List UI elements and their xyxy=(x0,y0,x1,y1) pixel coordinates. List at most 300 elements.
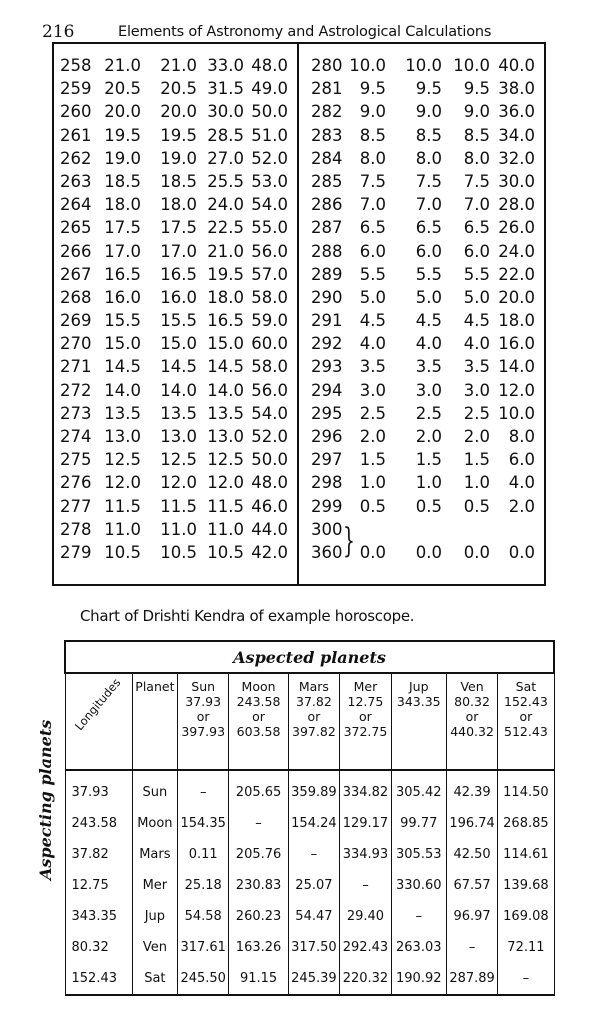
value-cell: 1.0 xyxy=(415,473,442,493)
value-cell: 10.0 xyxy=(498,403,535,423)
aspect-value-cell: – xyxy=(340,870,392,901)
header-name: Sat xyxy=(515,679,537,694)
value-cell: 16.5 xyxy=(104,264,141,284)
value-cell: 60.0 xyxy=(251,334,288,354)
degree-cell: 291 xyxy=(311,311,343,331)
aspect-value-cell: 205.65 xyxy=(229,770,288,808)
aspect-value-cell: 263.03 xyxy=(391,932,446,963)
planet-cell: Jup xyxy=(132,901,177,932)
value-cell: 10.0 xyxy=(453,56,490,75)
value-cell: 38.0 xyxy=(498,79,535,99)
aspect-value-cell: 268.85 xyxy=(498,808,554,839)
value-cell: 13.0 xyxy=(207,427,244,446)
aspect-value-cell: 129.17 xyxy=(340,808,392,839)
value-cell: 32.0 xyxy=(498,148,535,168)
degree-cell: 299 xyxy=(311,496,343,516)
degree-cell: 276 xyxy=(60,473,92,493)
value-cell: 0.0 xyxy=(415,542,442,562)
value-cell: 8.5 xyxy=(415,125,442,145)
aspect-value-cell: 99.77 xyxy=(391,808,446,839)
value-cell: 5.0 xyxy=(359,287,386,307)
value-cell: 2.5 xyxy=(463,403,490,423)
table-row xyxy=(299,425,546,448)
value-cell: 11.5 xyxy=(207,496,244,516)
value-cell: 50.0 xyxy=(251,102,288,122)
table-row xyxy=(299,193,546,216)
value-cell: 12.0 xyxy=(104,473,141,493)
aspect-value-cell: 54.47 xyxy=(288,901,340,932)
table-row xyxy=(54,448,297,471)
value-cell: 53.0 xyxy=(251,171,288,191)
column-header-moon xyxy=(229,673,288,770)
aspect-value-cell: 317.61 xyxy=(177,932,229,963)
brace-icon: } xyxy=(343,521,355,561)
aspect-value-cell: 25.18 xyxy=(177,870,229,901)
value-cell: 10.0 xyxy=(349,56,386,75)
value-cell: 42.0 xyxy=(251,542,288,562)
value-cell: 15.0 xyxy=(160,334,197,354)
table-row xyxy=(65,901,554,932)
column-header-sat xyxy=(498,673,554,770)
value-cell: 50.0 xyxy=(251,450,288,470)
table-row xyxy=(299,240,546,263)
value-cell: 34.0 xyxy=(498,125,535,145)
value-cell: 9.0 xyxy=(415,102,442,122)
value-cell: 5.5 xyxy=(463,264,490,284)
degree-cell: 289 xyxy=(311,264,343,284)
degree-cell: 274 xyxy=(60,427,92,446)
degree-cell: 287 xyxy=(311,218,343,238)
aspect-value-cell: 42.39 xyxy=(446,770,498,808)
aspect-value-cell: 305.53 xyxy=(391,839,446,870)
degree-cell: 284 xyxy=(311,148,343,168)
header-name: Ven xyxy=(460,679,484,694)
value-cell: 24.0 xyxy=(498,241,535,261)
value-cell: 19.0 xyxy=(104,148,141,168)
value-cell: 22.0 xyxy=(498,264,535,284)
value-cell: 16.0 xyxy=(160,287,197,307)
value-cell: 56.0 xyxy=(251,380,288,400)
value-cell: 11.5 xyxy=(104,496,141,516)
value-cell: 17.5 xyxy=(104,218,141,238)
value-cell: 5.0 xyxy=(463,287,490,307)
table-row xyxy=(54,379,297,402)
value-cell: 6.0 xyxy=(463,241,490,261)
planet-cell: Mars xyxy=(132,839,177,870)
value-cell: 9.5 xyxy=(415,79,442,99)
aspect-value-cell: 190.92 xyxy=(391,963,446,995)
degree-cell: 270 xyxy=(60,334,92,354)
aspect-value-cell: 230.83 xyxy=(229,870,288,901)
value-cell: 48.0 xyxy=(251,473,288,493)
value-cell: 15.0 xyxy=(104,334,141,354)
value-cell: 33.0 xyxy=(207,56,244,75)
value-cell: 18.0 xyxy=(160,195,197,215)
value-cell: 14.0 xyxy=(160,380,197,400)
value-cell: 15.5 xyxy=(160,311,197,331)
header-alt: 603.58 xyxy=(236,724,281,739)
degree-cell: 290 xyxy=(311,287,343,307)
value-cell: 5.5 xyxy=(415,264,442,284)
value-cell: 31.5 xyxy=(207,79,244,99)
aspect-value-cell: – xyxy=(498,963,554,995)
value-cell: 2.5 xyxy=(359,403,386,423)
value-cell: 6.0 xyxy=(359,241,386,261)
value-cell: 17.5 xyxy=(160,218,197,238)
header-lon: 12.75 xyxy=(347,694,384,709)
degree-cell: 268 xyxy=(60,287,92,307)
value-cell: 10.0 xyxy=(405,56,442,75)
value-cell: 16.5 xyxy=(207,311,244,331)
table-row xyxy=(54,309,297,332)
value-cell: 12.0 xyxy=(498,380,535,400)
header-lon: 243.58 xyxy=(236,694,281,709)
aspect-value-cell: 220.32 xyxy=(340,963,392,995)
aspect-value-cell: 245.50 xyxy=(177,963,229,995)
header-or: or xyxy=(252,709,265,724)
value-cell: 3.5 xyxy=(415,357,442,377)
value-cell: 13.5 xyxy=(207,403,244,423)
value-cell: 8.0 xyxy=(415,148,442,168)
value-cell: 0.5 xyxy=(415,496,442,516)
degree-cell: 285 xyxy=(311,171,343,191)
value-cell: 12.0 xyxy=(207,473,244,493)
value-cell: 4.0 xyxy=(508,473,535,493)
degree-cell: 269 xyxy=(60,311,92,331)
degree-cell: 266 xyxy=(60,241,92,261)
table-row xyxy=(299,124,546,147)
planet-cell: Mer xyxy=(132,870,177,901)
value-cell: 28.5 xyxy=(207,125,244,145)
value-cell: 7.5 xyxy=(463,171,490,191)
aspect-value-cell: 334.93 xyxy=(340,839,392,870)
value-cell: 18.0 xyxy=(207,287,244,307)
table-row xyxy=(299,495,546,518)
degree-cell: 275 xyxy=(60,450,92,470)
aspect-value-cell: 72.11 xyxy=(498,932,554,963)
table-row xyxy=(299,286,546,309)
value-cell: 4.0 xyxy=(359,334,386,354)
header-or xyxy=(394,709,444,724)
value-cell: 0.0 xyxy=(359,542,386,562)
value-cell: 13.5 xyxy=(104,403,141,423)
value-cell: 30.0 xyxy=(498,171,535,191)
aspect-value-cell: – xyxy=(391,901,446,932)
value-cell: 6.0 xyxy=(508,450,535,470)
table-row xyxy=(65,963,554,995)
degree-cell: 297 xyxy=(311,450,343,470)
table-row xyxy=(65,932,554,963)
value-cell: 7.0 xyxy=(415,195,442,215)
header-alt: 440.32 xyxy=(450,724,494,739)
aspect-value-cell: 154.24 xyxy=(288,808,340,839)
value-cell: 6.5 xyxy=(463,218,490,238)
degree-cell: 298 xyxy=(311,473,343,493)
value-cell: 56.0 xyxy=(251,241,288,261)
header-name: Moon xyxy=(241,679,276,694)
value-cell: 7.0 xyxy=(463,195,490,215)
table-row xyxy=(299,379,546,402)
table-row xyxy=(54,100,297,123)
table-caption: Chart of Drishti Kendra of example horoscope. xyxy=(80,607,415,625)
aspect-value-cell: 317.50 xyxy=(288,932,340,963)
value-cell: 11.5 xyxy=(160,496,197,516)
table-row xyxy=(54,355,297,378)
header-or: or xyxy=(359,709,372,724)
table-row xyxy=(54,425,297,448)
value-cell: 19.0 xyxy=(160,148,197,168)
value-cell: 20.5 xyxy=(160,79,197,99)
value-cell: 8.0 xyxy=(508,427,535,446)
longitude-cell: 80.32 xyxy=(65,932,132,963)
value-cell: 57.0 xyxy=(251,264,288,284)
value-cell: 1.0 xyxy=(463,473,490,493)
value-cell: 7.5 xyxy=(359,171,386,191)
degree-cell: 262 xyxy=(60,148,92,168)
header-lon: 37.82 xyxy=(296,694,332,709)
table-row xyxy=(54,77,297,100)
value-cell: 5.5 xyxy=(359,264,386,284)
value-cell: 21.0 xyxy=(160,56,197,75)
value-cell: 46.0 xyxy=(251,496,288,516)
value-cell: 54.0 xyxy=(251,403,288,423)
value-cell: 58.0 xyxy=(251,357,288,377)
aspect-value-cell: 139.68 xyxy=(498,870,554,901)
header-or: or xyxy=(465,709,479,724)
header-lon: 152.43 xyxy=(504,694,548,709)
value-cell: 52.0 xyxy=(251,427,288,446)
value-cell: 40.0 xyxy=(498,56,535,75)
value-cell: 2.5 xyxy=(415,403,442,423)
value-cell: 48.0 xyxy=(251,56,288,75)
column-header-sun xyxy=(177,673,229,770)
value-cell: 20.0 xyxy=(160,102,197,122)
value-cell: 17.0 xyxy=(104,241,141,261)
degree-cell: 281 xyxy=(311,79,343,99)
aspect-value-cell: 292.43 xyxy=(340,932,392,963)
value-cell: 6.5 xyxy=(359,218,386,238)
value-cell: 0.5 xyxy=(359,496,386,516)
degree-cell: 264 xyxy=(60,195,92,215)
header-name: Mer xyxy=(353,679,378,694)
header-or: or xyxy=(519,709,533,724)
value-cell: 2.0 xyxy=(463,427,490,446)
value-cell: 55.0 xyxy=(251,218,288,238)
degree-cell: 278 xyxy=(60,519,92,539)
value-cell: 21.0 xyxy=(104,56,141,75)
planet-cell: Moon xyxy=(132,808,177,839)
aspect-value-cell: 245.39 xyxy=(288,963,340,995)
value-cell: 1.0 xyxy=(359,473,386,493)
value-cell: 18.5 xyxy=(160,171,197,191)
longitude-cell: 12.75 xyxy=(65,870,132,901)
value-cell: 20.0 xyxy=(498,287,535,307)
value-cell: 19.5 xyxy=(207,264,244,284)
value-cell: 4.0 xyxy=(463,334,490,354)
header-lon: 37.93 xyxy=(185,694,222,709)
table-row xyxy=(299,332,546,355)
degree-cell: 260 xyxy=(60,102,92,122)
aspect-value-cell: 96.97 xyxy=(446,901,498,932)
value-cell: 12.5 xyxy=(104,450,141,470)
aspect-value-cell: 29.40 xyxy=(340,901,392,932)
longitudes-header xyxy=(65,673,132,770)
longitude-cell: 243.58 xyxy=(65,808,132,839)
header-or: or xyxy=(196,709,210,724)
value-cell: 4.0 xyxy=(415,334,442,354)
table-row xyxy=(54,147,297,170)
page-number: 216 xyxy=(42,22,75,42)
degree-cell: 295 xyxy=(311,403,343,423)
value-cell: 4.5 xyxy=(359,311,386,331)
right-block xyxy=(299,54,546,564)
table-row xyxy=(54,518,297,541)
table-row xyxy=(54,193,297,216)
value-cell: 19.5 xyxy=(104,125,141,145)
aspect-value-cell: – xyxy=(229,808,288,839)
degree-cell: 288 xyxy=(311,241,343,261)
table-row xyxy=(299,77,546,100)
degree-cell: 293 xyxy=(311,357,343,377)
value-cell: 20.5 xyxy=(104,79,141,99)
value-cell: 11.0 xyxy=(104,519,141,539)
header-alt: 397.93 xyxy=(181,724,226,739)
table-row xyxy=(65,770,554,808)
value-cell: 24.0 xyxy=(207,195,244,215)
header-alt: 397.82 xyxy=(292,724,336,739)
value-cell: 13.5 xyxy=(160,403,197,423)
value-cell: 12.5 xyxy=(207,450,244,470)
table-row xyxy=(54,216,297,239)
aspect-value-cell: – xyxy=(177,770,229,808)
degree-cell: 267 xyxy=(60,264,92,284)
table-row xyxy=(299,170,546,193)
degree-cell: 271 xyxy=(60,357,92,377)
value-cell: 8.0 xyxy=(359,148,386,168)
aspect-value-cell: 114.61 xyxy=(498,839,554,870)
value-cell: 18.0 xyxy=(104,195,141,215)
aspect-value-cell: 54.58 xyxy=(177,901,229,932)
value-cell: 6.0 xyxy=(415,241,442,261)
longitude-cell: 152.43 xyxy=(65,963,132,995)
value-cell: 2.0 xyxy=(359,427,386,446)
value-cell: 36.0 xyxy=(498,102,535,122)
table-row xyxy=(299,100,546,123)
value-cell: 6.5 xyxy=(415,218,442,238)
table-row xyxy=(54,332,297,355)
value-cell: 9.5 xyxy=(463,79,490,99)
degree-cell: 277 xyxy=(60,496,92,516)
value-cell: 9.5 xyxy=(359,79,386,99)
value-cell: 26.0 xyxy=(498,218,535,238)
value-cell: 10.5 xyxy=(160,542,197,562)
aspect-value-cell: 196.74 xyxy=(446,808,498,839)
degree-cell: 283 xyxy=(311,125,343,145)
aspecting-planets-label: Aspecting planets xyxy=(36,719,55,880)
degree-cell: 280 xyxy=(311,56,343,75)
table-row xyxy=(65,870,554,901)
aspect-value-cell: – xyxy=(288,839,340,870)
aspect-value-cell: 42.50 xyxy=(446,839,498,870)
table-row xyxy=(54,263,297,286)
value-cell: 14.0 xyxy=(498,357,535,377)
aspect-value-cell: 114.50 xyxy=(498,770,554,808)
table-row xyxy=(299,54,546,77)
value-cell: 30.0 xyxy=(207,102,244,122)
value-cell: 20.0 xyxy=(104,102,141,122)
value-cell: 3.5 xyxy=(359,357,386,377)
degree-cell: 263 xyxy=(60,171,92,191)
table-row xyxy=(299,541,546,564)
table-row xyxy=(299,402,546,425)
value-cell: 1.5 xyxy=(415,450,442,470)
table-row xyxy=(54,286,297,309)
aspect-value-cell: 91.15 xyxy=(229,963,288,995)
column-header-ven xyxy=(446,673,498,770)
longitude-cell: 37.93 xyxy=(65,770,132,808)
degree-cell: 300 xyxy=(311,519,343,539)
aspect-value-cell: 359.89 xyxy=(288,770,340,808)
table-row xyxy=(299,355,546,378)
value-cell: 3.5 xyxy=(463,357,490,377)
value-cell: 18.0 xyxy=(498,311,535,331)
value-cell: 3.0 xyxy=(359,380,386,400)
table-row xyxy=(65,839,554,870)
degree-cell: 294 xyxy=(311,380,343,400)
longitude-cell: 37.82 xyxy=(65,839,132,870)
drishti-kendra-table xyxy=(64,640,555,996)
value-cell: 8.5 xyxy=(359,125,386,145)
degree-cell: 296 xyxy=(311,427,343,446)
value-cell: 16.0 xyxy=(498,334,535,354)
header-alt xyxy=(394,724,444,739)
header-or: or xyxy=(307,709,321,724)
value-cell: 13.0 xyxy=(104,427,141,446)
degree-cell: 265 xyxy=(60,218,92,238)
degree-cell: 259 xyxy=(60,79,92,99)
value-cell: 54.0 xyxy=(251,195,288,215)
aspect-value-cell: 205.76 xyxy=(229,839,288,870)
value-cell: 14.0 xyxy=(207,380,244,400)
aspect-value-cell: 169.08 xyxy=(498,901,554,932)
value-cell: 11.0 xyxy=(160,519,197,539)
degree-cell: 279 xyxy=(60,542,92,562)
table-row xyxy=(299,309,546,332)
value-cell: 59.0 xyxy=(251,311,288,331)
table-row xyxy=(54,402,297,425)
aspect-value-cell: 0.11 xyxy=(177,839,229,870)
longitude-cell: 343.35 xyxy=(65,901,132,932)
left-block xyxy=(54,54,297,564)
header-name: Jup xyxy=(408,679,429,694)
degree-cell: 258 xyxy=(60,56,92,75)
degree-cell: 282 xyxy=(311,102,343,122)
value-cell: 16.0 xyxy=(104,287,141,307)
planet-header: Planet xyxy=(132,673,177,770)
value-cell: 49.0 xyxy=(251,79,288,99)
drishti-values-table xyxy=(52,42,546,586)
value-cell: 7.0 xyxy=(359,195,386,215)
running-title: Elements of Astronomy and Astrological Calculations xyxy=(118,24,492,40)
value-cell: 22.5 xyxy=(207,218,244,238)
value-cell: 0.0 xyxy=(463,542,490,562)
value-cell: 5.0 xyxy=(415,287,442,307)
column-header-mer xyxy=(340,673,392,770)
table-row xyxy=(65,808,554,839)
aspect-value-cell: 25.07 xyxy=(288,870,340,901)
table-row xyxy=(299,471,546,494)
value-cell: 27.0 xyxy=(207,148,244,168)
